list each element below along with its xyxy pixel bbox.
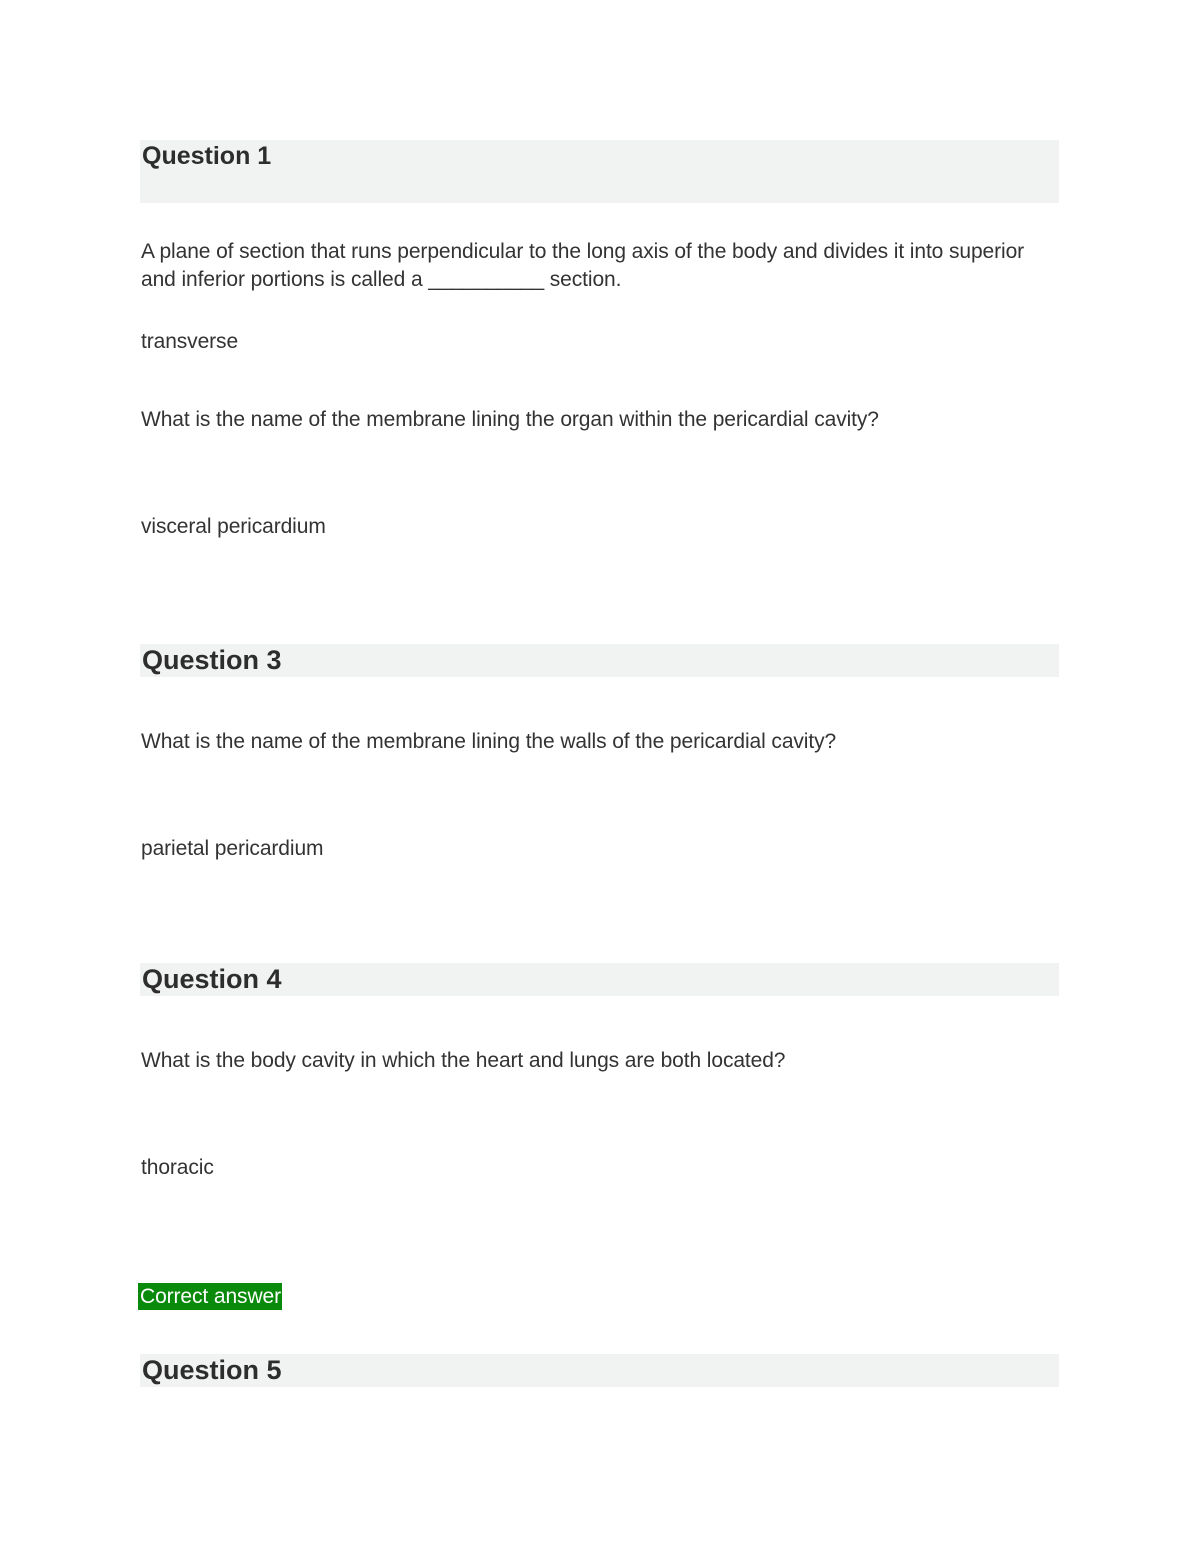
question-header	[140, 644, 1059, 677]
question-text: What is the name of the membrane lining the organ within the pericardial cavity?	[141, 408, 879, 431]
question-header	[140, 1354, 1059, 1387]
answer-text: thoracic	[141, 1156, 214, 1179]
question-header	[140, 140, 1059, 203]
answer-text: parietal pericardium	[141, 837, 324, 860]
question-title: Question 4	[142, 964, 282, 994]
correct-answer-badge: Correct answer	[140, 1285, 281, 1308]
question-header	[140, 963, 1059, 996]
question-title: Question 5	[142, 1355, 282, 1385]
question-text: What is the name of the membrane lining the walls of the pericardial cavity?	[141, 730, 837, 753]
answer-text: transverse	[141, 330, 239, 353]
answer-text: visceral pericardium	[141, 515, 326, 538]
question-text: What is the body cavity in which the heart and lungs are both located?	[141, 1049, 786, 1072]
question-title: Question 3	[142, 645, 282, 675]
question-title: Question 1	[142, 142, 272, 170]
question-text: A plane of section that runs perpendicular to the long axis of the body and divides it into superior and inferior portions is called a __________ section.	[141, 240, 1025, 291]
